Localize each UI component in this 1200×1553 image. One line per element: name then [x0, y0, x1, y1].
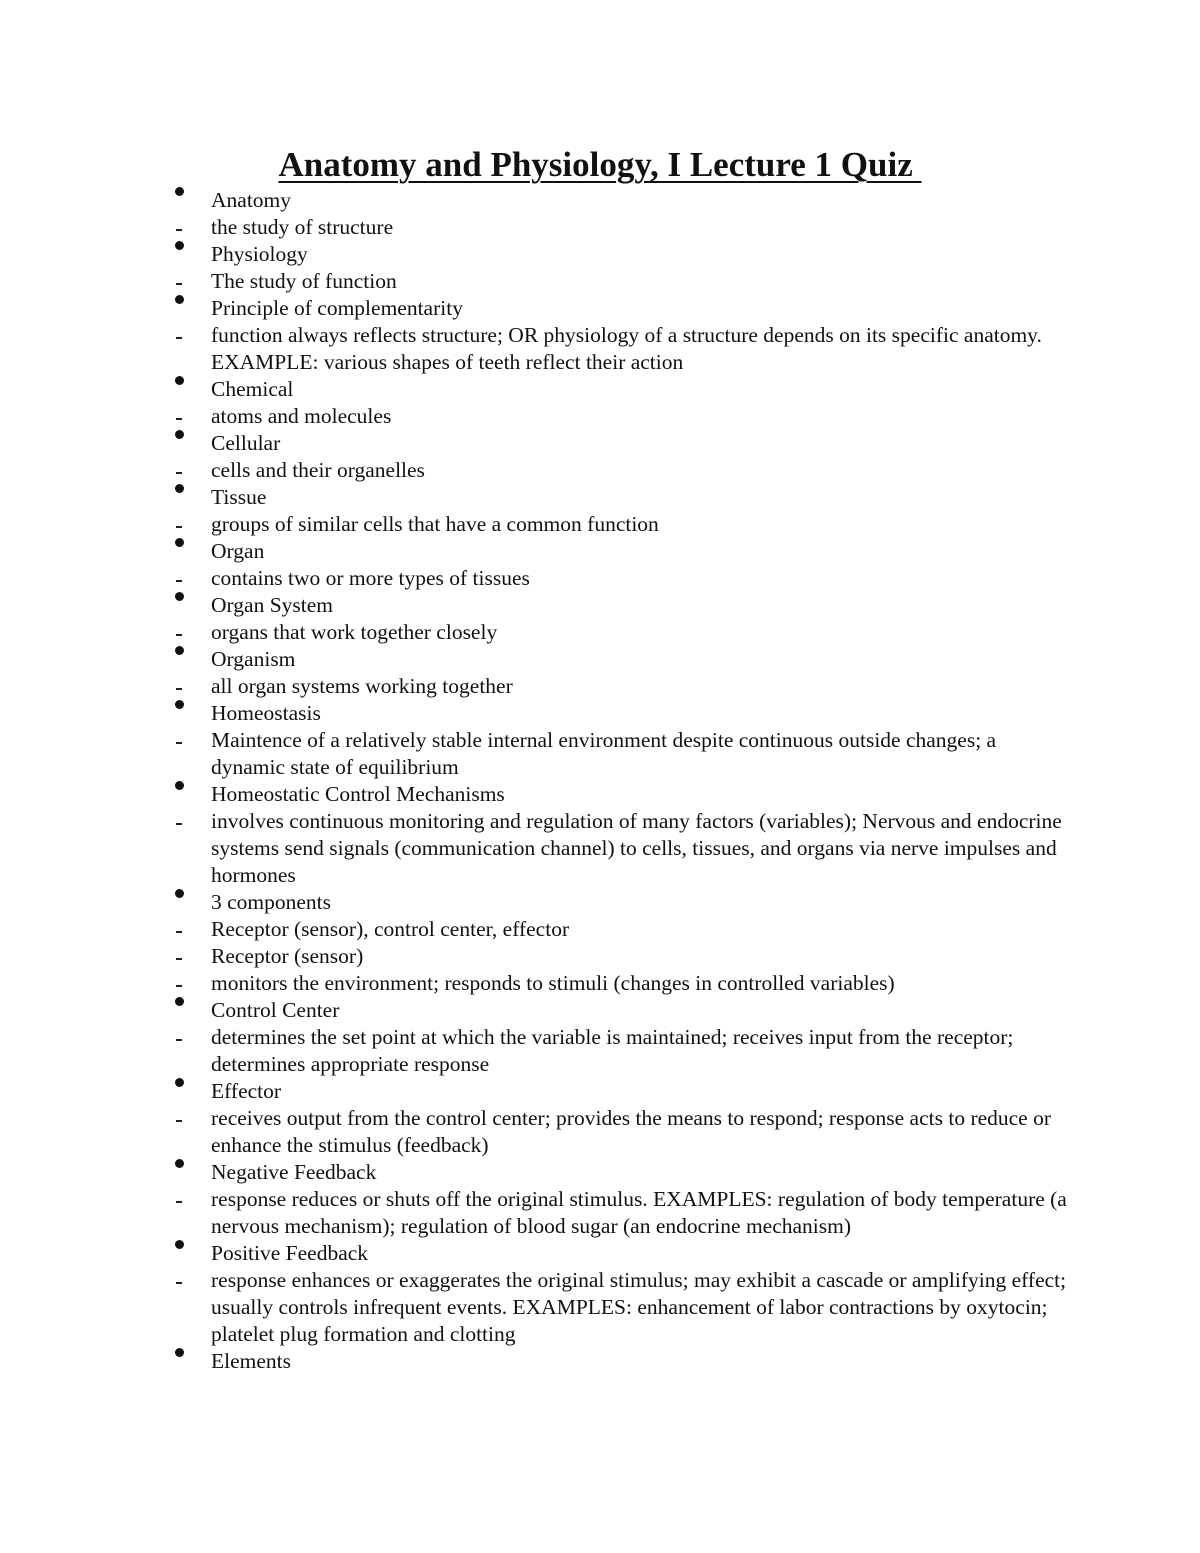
page-title: Anatomy and Physiology, I Lecture 1 Quiz	[278, 145, 922, 184]
bullet-marker-icon	[172, 700, 192, 727]
item-text: involves continuous monitoring and regulation of many factors (variables); Nervous and endocrine systems send signals (communication channel) to cells, tissues, and organs via nerve impulses and hormones	[211, 809, 1062, 887]
item-text: Homeostatic Control Mechanisms	[211, 782, 505, 806]
bullet-marker-icon	[172, 376, 192, 403]
dash-marker-icon	[172, 1267, 192, 1294]
bullet-term-item	[172, 889, 1072, 916]
item-text: response reduces or shuts off the original stimulus. EXAMPLES: regulation of body temperature (a nervous mechanism); regulation of blood sugar (an endocrine mechanism)	[211, 1187, 1067, 1238]
dash-marker-icon	[172, 1186, 192, 1213]
item-text: receives output from the control center; provides the means to respond; response acts to reduce or enhance the stimulus (feedback)	[211, 1106, 1052, 1157]
item-text: cells and their organelles	[211, 458, 425, 482]
dash-definition-item	[172, 511, 1072, 538]
item-text: response enhances or exaggerates the original stimulus; may exhibit a cascade or amplifying effect; usually controls infrequent events. EXAMPLES: enhancement of labor contractions by oxytocin; platelet plug formation and clotting	[211, 1268, 1067, 1346]
dash-marker-icon	[172, 268, 192, 295]
bullet-term-item	[172, 1078, 1072, 1105]
item-text: groups of similar cells that have a common function	[211, 512, 659, 536]
dash-marker-icon	[172, 916, 192, 943]
dash-marker-icon	[172, 457, 192, 484]
item-text: Positive Feedback	[211, 1241, 369, 1265]
item-text: Principle of complementarity	[211, 296, 463, 320]
bullet-marker-icon	[172, 646, 192, 673]
item-text: determines the set point at which the variable is maintained; receives input from the receptor; determines appropriate response	[211, 1025, 1014, 1076]
dash-definition-item	[172, 403, 1072, 430]
item-text: Elements	[211, 1349, 292, 1373]
bullet-term-item	[172, 592, 1072, 619]
bullet-term-item	[172, 241, 1072, 268]
dash-marker-icon	[172, 565, 192, 592]
dash-marker-icon	[172, 1024, 192, 1051]
dash-marker-icon	[172, 619, 192, 646]
bullet-marker-icon	[172, 997, 192, 1024]
dash-definition-item	[172, 1267, 1072, 1348]
dash-marker-icon	[172, 511, 192, 538]
bullet-marker-icon	[172, 592, 192, 619]
dash-definition-item	[172, 673, 1072, 700]
dash-definition-item	[172, 916, 1072, 943]
bullet-term-item	[172, 430, 1072, 457]
bullet-term-item	[172, 997, 1072, 1024]
bullet-term-item	[172, 538, 1072, 565]
notes-list	[172, 187, 1072, 1375]
bullet-marker-icon	[172, 484, 192, 511]
bullet-marker-icon	[172, 1078, 192, 1105]
bullet-marker-icon	[172, 1159, 192, 1186]
dash-definition-item	[172, 943, 1072, 970]
item-text: The study of function	[211, 269, 397, 293]
dash-definition-item	[172, 214, 1072, 241]
dash-marker-icon	[172, 970, 192, 997]
dash-definition-item	[172, 970, 1072, 997]
bullet-term-item	[172, 646, 1072, 673]
dash-definition-item	[172, 727, 1072, 781]
item-text: 3 components	[211, 890, 332, 914]
bullet-term-item	[172, 187, 1072, 214]
item-text: Negative Feedback	[211, 1160, 377, 1184]
dash-definition-item	[172, 322, 1072, 376]
bullet-term-item	[172, 781, 1072, 808]
item-text: Receptor (sensor)	[211, 944, 364, 968]
item-text: monitors the environment; responds to stimuli (changes in controlled variables)	[211, 971, 895, 995]
item-text: atoms and molecules	[211, 404, 392, 428]
dash-marker-icon	[172, 673, 192, 700]
bullet-term-item	[172, 376, 1072, 403]
bullet-term-item	[172, 1348, 1072, 1375]
item-text: contains two or more types of tissues	[211, 566, 530, 590]
bullet-term-item	[172, 700, 1072, 727]
item-text: Chemical	[211, 377, 294, 401]
item-text: organs that work together closely	[211, 620, 498, 644]
bullet-marker-icon	[172, 1240, 192, 1267]
bullet-marker-icon	[172, 538, 192, 565]
dash-marker-icon	[172, 214, 192, 241]
dash-definition-item	[172, 1024, 1072, 1078]
dash-definition-item	[172, 565, 1072, 592]
dash-marker-icon	[172, 727, 192, 754]
item-text: Maintence of a relatively stable internal environment despite continuous outside changes; a dynamic state of equilibrium	[211, 728, 997, 779]
item-text: Organism	[211, 647, 296, 671]
item-text: Cellular	[211, 431, 281, 455]
bullet-marker-icon	[172, 781, 192, 808]
dash-marker-icon	[172, 943, 192, 970]
dash-definition-item	[172, 1105, 1072, 1159]
bullet-marker-icon	[172, 889, 192, 916]
item-text: function always reflects structure; OR physiology of a structure depends on its specific anatomy. EXAMPLE: various shapes of teeth reflect their action	[211, 323, 1042, 374]
item-text: Tissue	[211, 485, 267, 509]
bullet-term-item	[172, 295, 1072, 322]
bullet-marker-icon	[172, 430, 192, 457]
item-text: Control Center	[211, 998, 340, 1022]
dash-definition-item	[172, 1186, 1072, 1240]
dash-definition-item	[172, 619, 1072, 646]
dash-definition-item	[172, 808, 1072, 889]
bullet-marker-icon	[172, 187, 192, 214]
item-text: Organ System	[211, 593, 334, 617]
item-text: the study of structure	[211, 215, 394, 239]
dash-marker-icon	[172, 1105, 192, 1132]
item-text: Homeostasis	[211, 701, 321, 725]
bullet-marker-icon	[172, 1348, 192, 1375]
item-text: all organ systems working together	[211, 674, 513, 698]
dash-marker-icon	[172, 403, 192, 430]
item-text: Effector	[211, 1079, 282, 1103]
item-text: Organ	[211, 539, 265, 563]
bullet-marker-icon	[172, 295, 192, 322]
dash-marker-icon	[172, 322, 192, 349]
dash-definition-item	[172, 457, 1072, 484]
item-text: Anatomy	[211, 188, 292, 212]
bullet-term-item	[172, 1240, 1072, 1267]
bullet-term-item	[172, 1159, 1072, 1186]
dash-definition-item	[172, 268, 1072, 295]
bullet-term-item	[172, 484, 1072, 511]
dash-marker-icon	[172, 808, 192, 835]
item-text: Receptor (sensor), control center, effector	[211, 917, 570, 941]
item-text: Physiology	[211, 242, 308, 266]
bullet-marker-icon	[172, 241, 192, 268]
